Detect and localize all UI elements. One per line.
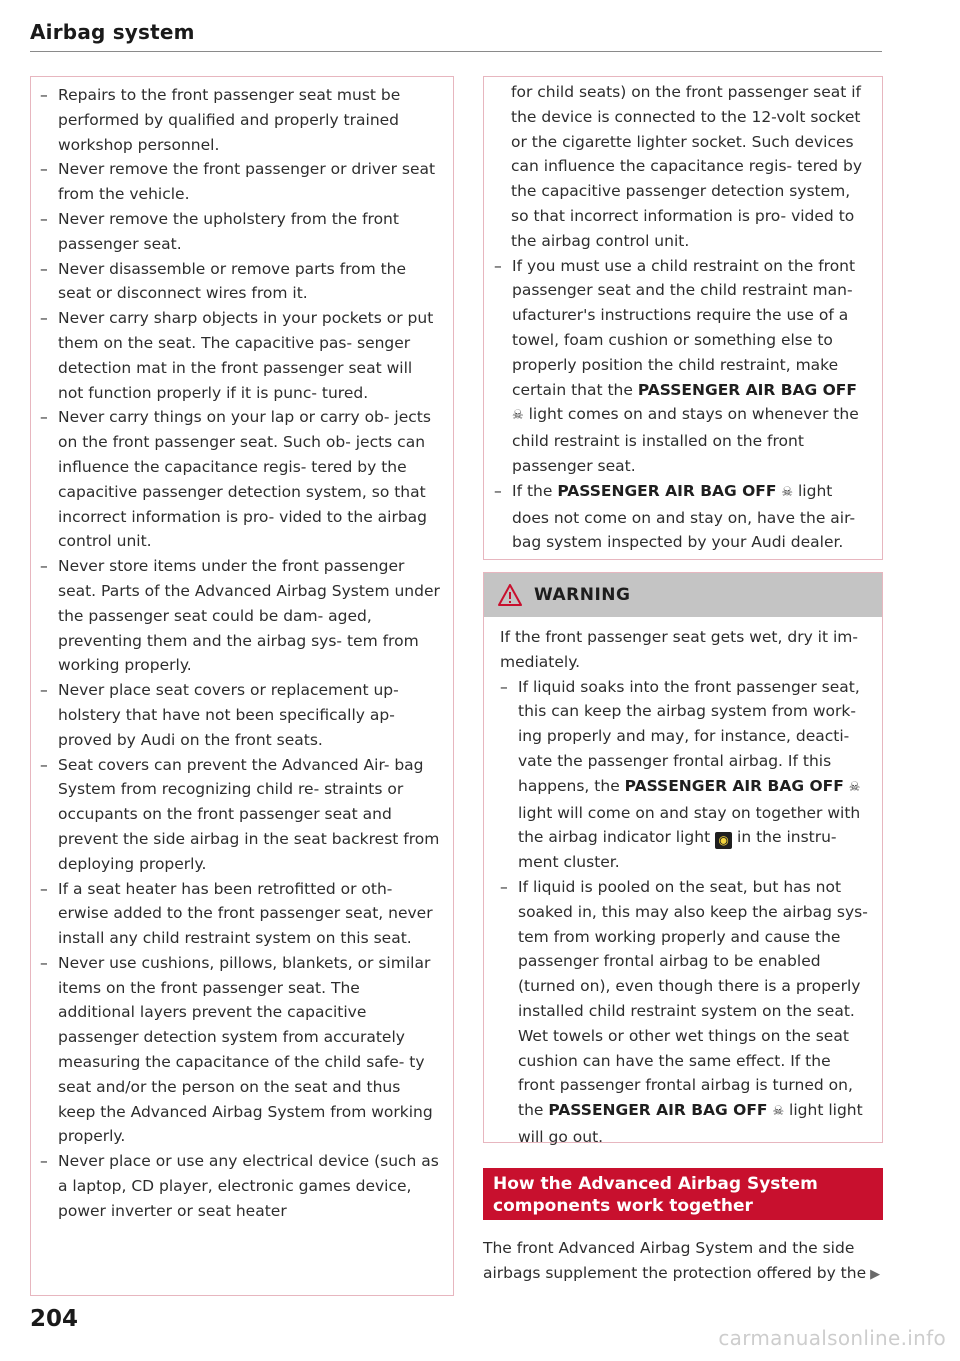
list-item: – Never remove the front passenger or driver seat from the vehicle. — [40, 157, 441, 207]
warning-header — [484, 573, 882, 617]
list-item — [494, 254, 870, 479]
passenger-airbag-off-icon: ☠ — [781, 484, 794, 500]
section-heading: How the Advanced Airbag System components work together — [483, 1168, 883, 1220]
item-text: light does not come on and stay on, have the air- bag system inspected by your Audi dealer. — [512, 481, 856, 552]
item-text: If the — [512, 481, 558, 500]
continuation-paragraph: for child seats) on the front passenger seat if the device is connected to the 12-volt socket or the cigarette lighter socket. Such devices can influence the capacitance regis- tered by the capacitive passenger detection system, so that incorrect information is pro- vided to the airbag control unit. — [511, 83, 863, 250]
warning-title: WARNING — [534, 585, 631, 605]
passenger-airbag-off-icon: ☠ — [512, 408, 524, 424]
continue-arrow-icon: ▶ — [870, 1266, 881, 1282]
warning-triangle-icon — [498, 584, 522, 606]
list-item: – Never place or use any electrical device (such as a laptop, CD player, electronic games device, power inverter or seat heater — [40, 1149, 441, 1223]
item-text: If liquid is pooled on the seat, but has not soaked in, this may also keep the airbag sys- tem from working properly and cause the passenger frontal airbag to be enabled (turned on), even though there is a properly installed child restraint system on the seat. Wet towels or other wet things on the seat cushion can have the same effect. If the front passenger frontal airbag is turned on, the — [518, 877, 868, 1120]
list-item: – Never store items under the front passenger seat. Parts of the Advanced Airbag System under the passenger seat could be dam- aged, preventing them and the airbag sys- tem from working properly. — [40, 554, 441, 678]
passenger-airbag-off-label: PASSENGER AIR BAG OFF — [557, 481, 777, 500]
passenger-airbag-off-icon: ☠ — [848, 779, 861, 795]
list-item: – If a seat heater has been retrofitted or oth- erwise added to the front passenger seat, never install any child restraint system on this seat. — [40, 877, 441, 951]
item-text: light comes on and stays on whenever the child restraint is installed on the front passenger seat. — [512, 405, 859, 475]
right-bullet-list — [494, 254, 870, 556]
item-text: If liquid soaks into the front passenger seat, this can keep the airbag system from work- ing properly and may, for instance, deacti- vate the passenger frontal airbag. If this happens, the — [518, 677, 860, 795]
header-divider — [30, 51, 882, 52]
page-number: 204 — [30, 1306, 79, 1332]
section-paragraph — [483, 1236, 893, 1288]
item-text: light will come on and stay on together with the airbag indicator light — [518, 803, 861, 847]
list-item — [500, 675, 870, 875]
airbag-indicator-icon: ◉ — [715, 832, 732, 849]
list-item: – Never use cushions, pillows, blankets, or similar items on the front passenger seat. The additional layers prevent the capacitive passenger detection system from accurately measuring the capacitance of the child safe- ty seat and/or the person on the seat and thus keep the Advanced Airbag System from working properly. — [40, 951, 441, 1149]
warning-box — [483, 572, 883, 1146]
section-body — [483, 1236, 893, 1288]
list-item: – Never remove the upholstery from the front passenger seat. — [40, 207, 441, 257]
list-item: – Never place seat covers or replacement up- holstery that have not been specifically ap- proved by Audi on the front seats. — [40, 678, 441, 752]
item-text: light light will go out. — [518, 1101, 863, 1146]
passenger-airbag-off-icon: ☠ — [772, 1104, 785, 1120]
watermark: carmanualsonline.info — [718, 1326, 946, 1350]
warning-intro: If the front passenger seat gets wet, dry it im- mediately. — [500, 628, 858, 671]
passenger-airbag-off-label: PASSENGER AIR BAG OFF — [624, 776, 844, 795]
warning-bullet-list — [500, 675, 870, 1150]
right-column-box — [483, 76, 883, 560]
list-item: – Seat covers can prevent the Advanced Air- bag System from recognizing child re- straints or occupants on the front passenger seat and prevent the side airbag in the seat backrest from deploying properly. — [40, 753, 441, 877]
list-item — [494, 479, 870, 555]
left-column-box — [30, 76, 454, 1296]
section-text: The front Advanced Airbag System and the side airbags supplement the protection offered by the — [483, 1239, 867, 1282]
passenger-airbag-off-label: PASSENGER AIR BAG OFF — [548, 1101, 768, 1120]
passenger-airbag-off-label: PASSENGER AIR BAG OFF — [637, 380, 857, 399]
item-text: If you must use a child restraint on the front passenger seat and the child restraint man- ufacturer's instructions require the use of a towel, foam cushion or something else to properly position the child restraint, make certain that the — [512, 256, 856, 399]
left-bullet-list — [31, 77, 453, 1224]
list-item: – Never disassemble or remove parts from the seat or disconnect wires from it. — [40, 257, 441, 307]
list-item — [500, 875, 870, 1150]
list-item: – Never carry things on your lap or carry ob- jects on the front passenger seat. Such ob- jects can influence the capacitance regis- tered by the capacitive passenger detection system, so that incorrect information is pro- vided to the airbag control unit. — [40, 405, 441, 554]
item-text: in the instru- ment cluster. — [518, 828, 837, 872]
list-item: – Repairs to the front passenger seat must be performed by qualified and properly trained workshop personnel. — [40, 83, 441, 157]
list-item: – Never carry sharp objects in your pockets or put them on the seat. The capacitive pas- senger detection mat in the front passenger seat will not function properly if it is punc- tured. — [40, 306, 441, 405]
page-header-title: Airbag system — [30, 20, 195, 44]
